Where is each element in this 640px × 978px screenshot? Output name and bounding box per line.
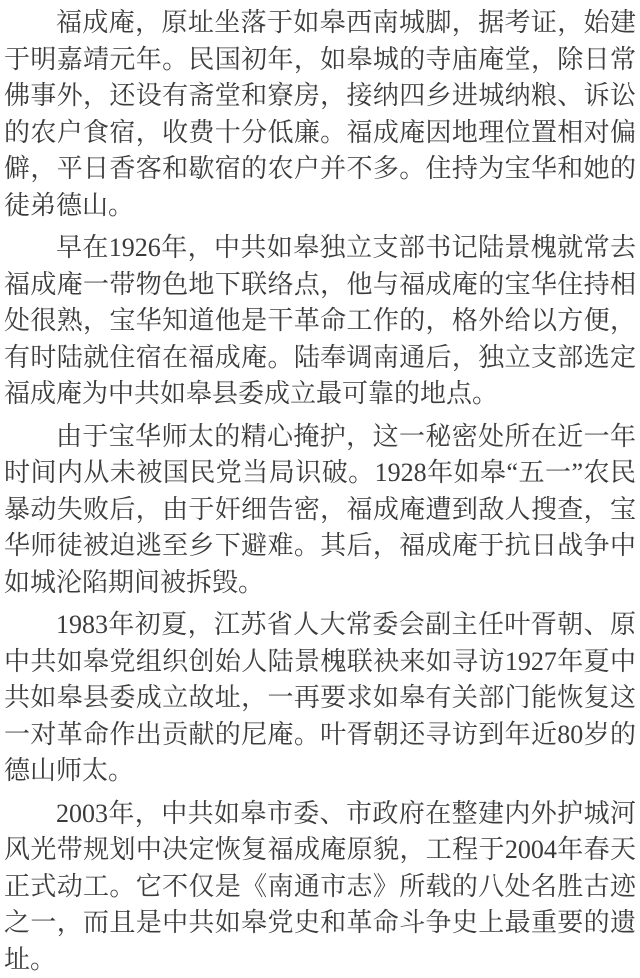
paragraph-2003-restoration: 2003年，中共如皋市委、市政府在整建内外护城河风光带规划中决定恢复福成庵原貌，工程于2004年春天正式动工。它不仅是《南通市志》所载的八处名胜古迹之一，而且是中共如皋党史和革命斗争史上最重要的遗址。 bbox=[4, 796, 636, 978]
paragraph-1926-liaison-point: 早在1926年，中共如皋独立支部书记陆景槐就常去福成庵一带物色地下联络点，他与福成庵的宝华住持相处很熟，宝华知道他是干革命工作的，格外给以方便，有时陆就住宿在福成庵。陆奉调南通后，独立支部选定福成庵为中共如皋县委成立最可靠的地点。 bbox=[4, 230, 636, 413]
paragraph-1928-raid: 由于宝华师太的精心掩护，这一秘密处所在近一年时间内从未被国民党当局识破。1928年如皋“五一”农民暴动失败后，由于奸细告密，福成庵遭到敌人搜查，宝华师徒被迫逃至乡下避难。其后，福成庵于抗日战争中如城沦陷期间被拆毁。 bbox=[4, 419, 636, 602]
paragraph-origin-history: 福成庵，原址坐落于如皋西南城脚，据考证，始建于明嘉靖元年。民国初年，如皋城的寺庙庵堂，除日常佛事外，还设有斋堂和寮房，接纳四乡进城纳粮、诉讼的农户食宿，收费十分低廉。福成庵因地理位置相对偏僻，平日香客和歇宿的农户并不多。住持为宝华和她的徒弟德山。 bbox=[4, 5, 636, 224]
paragraph-1983-visit: 1983年初夏，江苏省人大常委会副主任叶胥朝、原中共如皋党组织创始人陆景槐联袂来如寻访1927年夏中共如皋县委成立故址，一再要求如皋有关部门能恢复这一对革命作出贡献的尼庵。叶胥朝还寻访到年近80岁的德山师太。 bbox=[4, 607, 636, 790]
